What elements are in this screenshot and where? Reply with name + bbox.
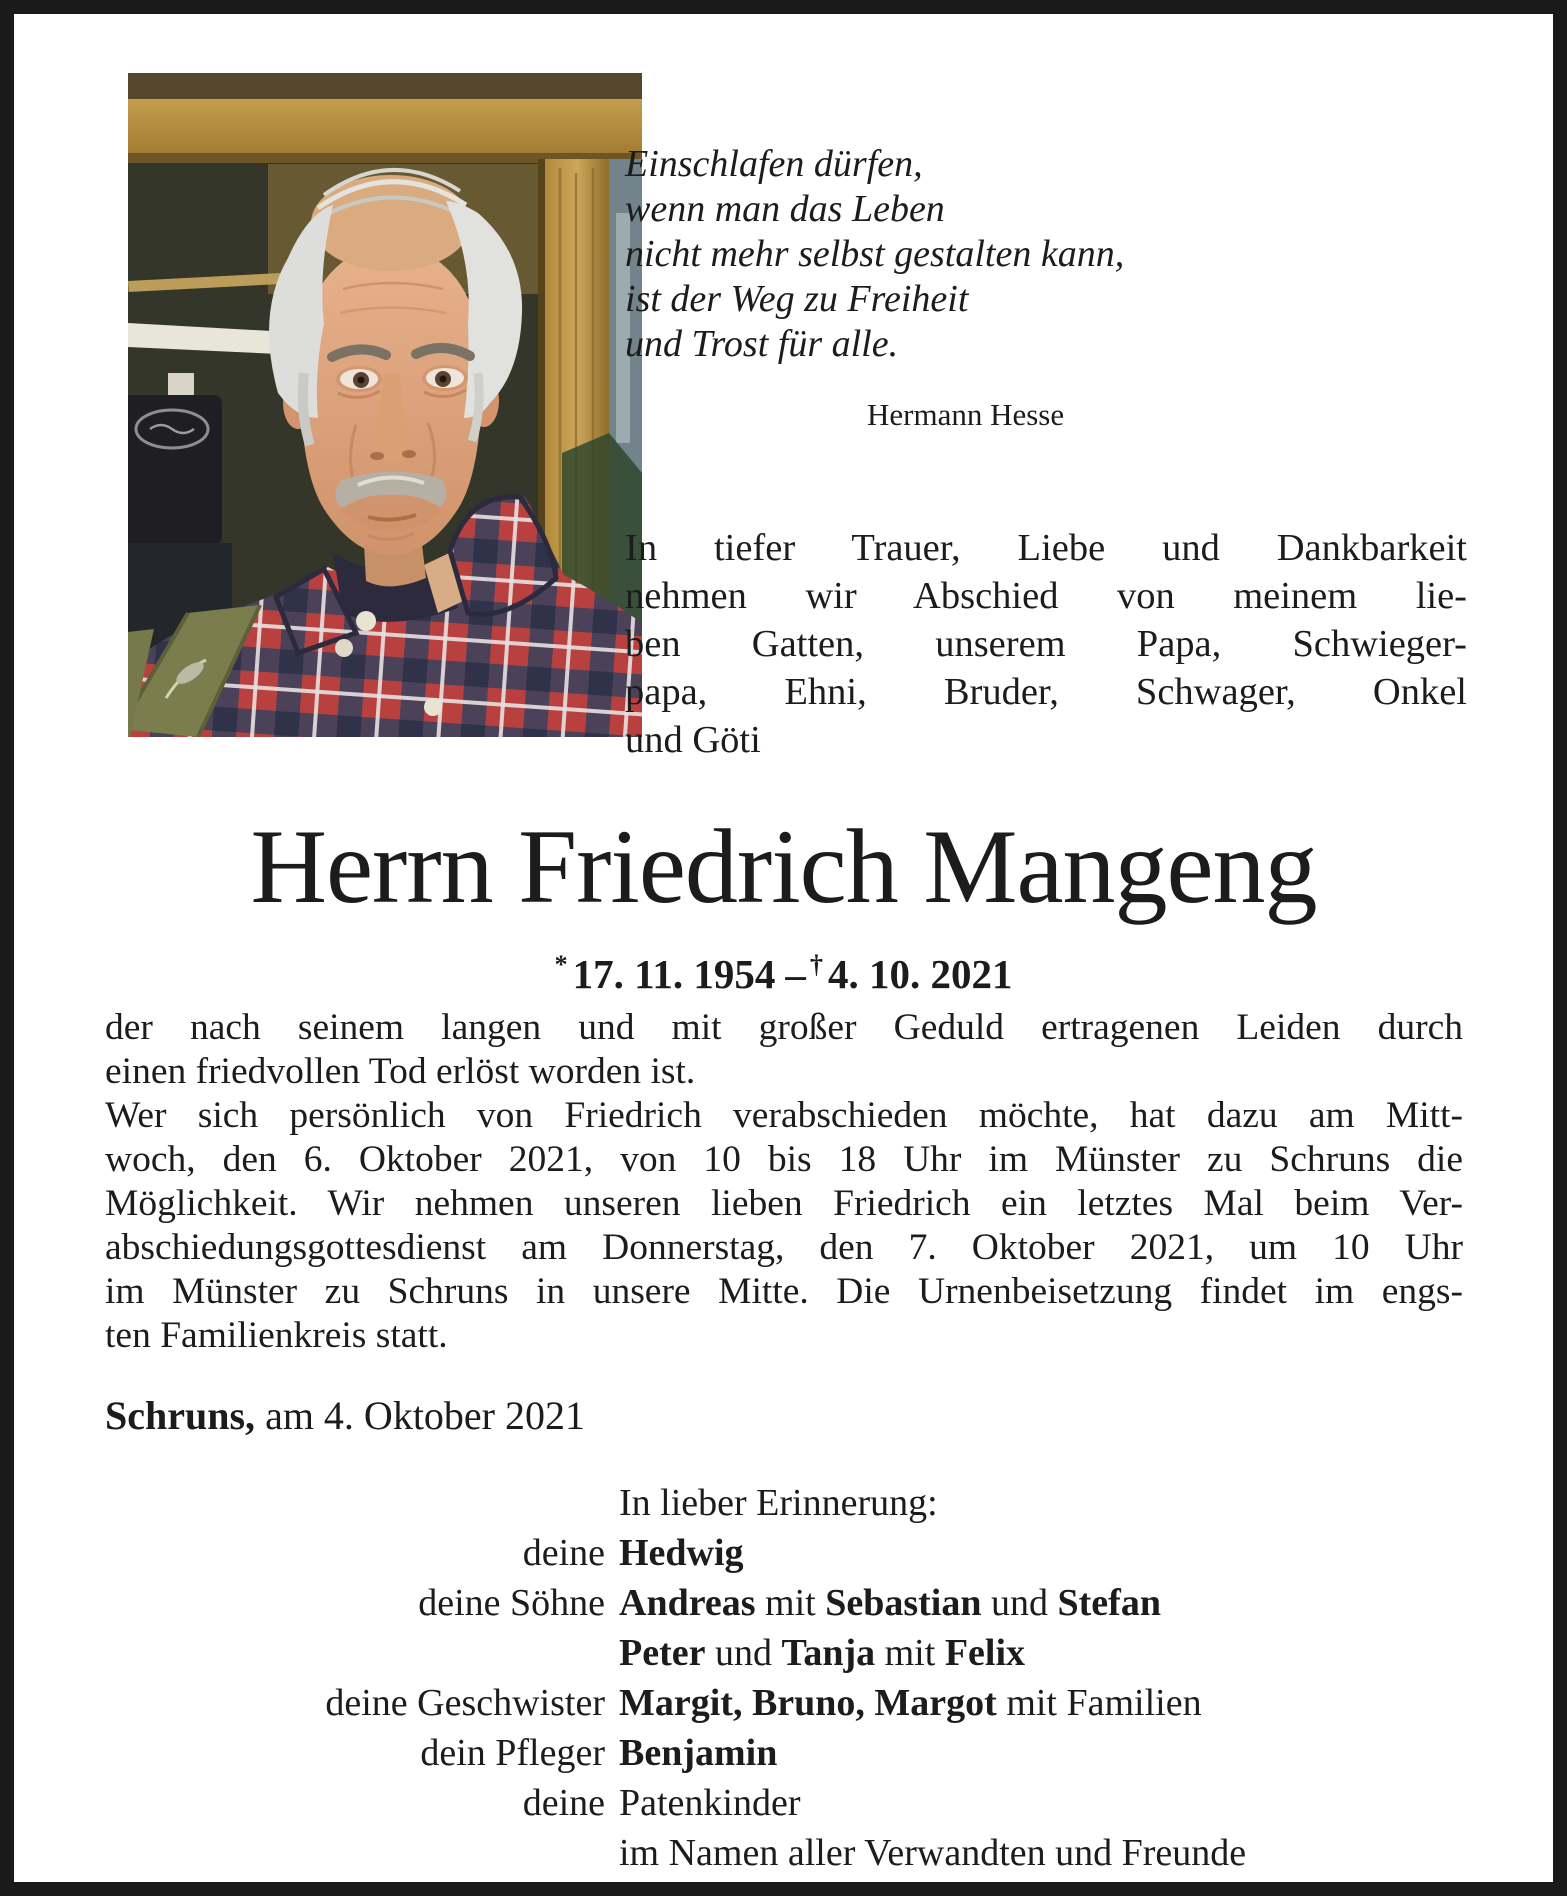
relation-names xyxy=(619,1678,1202,1728)
dateline xyxy=(105,1392,585,1439)
text-line: ben Gatten, unserem Papa, Schwieger- xyxy=(625,623,1467,665)
relation-label: deine xyxy=(522,1782,605,1824)
text-line: der nach seinem langen und mit großer Geduld ertragenen Leiden durch xyxy=(105,1007,1463,1048)
text-line: und Göti xyxy=(625,719,761,761)
text-line: In tiefer Trauer, Liebe und Dankbarkeit xyxy=(625,527,1467,569)
dates-separator: – xyxy=(785,951,806,997)
memoriam-rows xyxy=(105,1528,1473,1828)
quote-attribution: Hermann Hesse xyxy=(867,397,1065,432)
connector-text: mit Familien xyxy=(996,1682,1202,1724)
family-name: Hedwig xyxy=(619,1532,744,1574)
death-symbol: † xyxy=(809,950,823,980)
family-name: Margit, Bruno, Margot xyxy=(619,1682,997,1724)
memoriam-row xyxy=(105,1778,1473,1828)
portrait-illustration xyxy=(128,73,642,737)
family-name: Benjamin xyxy=(619,1732,778,1774)
memorial-quote xyxy=(625,142,1124,437)
text-line: einen friedvollen Tod erlöst worden ist. xyxy=(105,1051,696,1092)
family-name: Sebastian xyxy=(825,1582,982,1624)
memoriam-heading: In lieber Erinnerung: xyxy=(619,1482,938,1524)
relation-label: deine xyxy=(522,1532,605,1574)
relation-label: dein Pfleger xyxy=(420,1732,605,1774)
memoriam-row xyxy=(105,1528,1473,1578)
relation-label: deine Söhne xyxy=(418,1582,605,1624)
memoriam-row xyxy=(105,1628,1473,1678)
text-line: papa, Ehni, Bruder, Schwager, Onkel xyxy=(625,671,1467,713)
birth-symbol: * xyxy=(554,950,568,980)
relation-names xyxy=(619,1528,744,1578)
memoriam-closing: im Namen aller Verwandten und Freunde xyxy=(619,1832,1247,1874)
family-name: Peter xyxy=(619,1632,706,1674)
text-line: abschiedungsgottesdienst am Donnerstag, den 7. Oktober 2021, um 10 Uhr xyxy=(105,1227,1463,1268)
text-line: wenn man das Leben xyxy=(625,188,945,230)
text-line: woch, den 6. Oktober 2021, von 10 bis 18 Uhr im Münster zu Schruns die xyxy=(105,1139,1463,1180)
text-line: Wer sich persönlich von Friedrich verabschieden möchte, hat dazu am Mitt- xyxy=(105,1095,1463,1136)
relation-label: deine Geschwister xyxy=(325,1682,605,1724)
deceased-name: Herrn Friedrich Mangeng xyxy=(250,808,1317,925)
intro-paragraph xyxy=(625,524,1467,764)
relation-names xyxy=(619,1778,801,1828)
connector-text: mit xyxy=(755,1582,826,1624)
connector-text: Patenkinder xyxy=(619,1782,801,1824)
family-name: Felix xyxy=(944,1632,1026,1674)
text-line: Möglichkeit. Wir nehmen unseren lieben Friedrich ein letztes Mal beim Ver- xyxy=(105,1183,1463,1224)
memoriam-row xyxy=(105,1678,1473,1728)
relation-names xyxy=(619,1628,1025,1678)
text-line: und Trost für alle. xyxy=(625,323,899,365)
family-name: Andreas xyxy=(619,1582,756,1624)
death-date: 4. 10. 2021 xyxy=(828,951,1013,997)
text-line: nehmen wir Abschied von meinem lie- xyxy=(625,575,1467,617)
connector-text: und xyxy=(705,1632,782,1674)
text-line: im Münster zu Schruns in unsere Mitte. Die Urnenbeisetzung findet im engs- xyxy=(105,1271,1463,1312)
portrait-photo xyxy=(128,73,642,737)
dateline-place: Schruns, xyxy=(105,1393,256,1438)
relation-names xyxy=(619,1728,777,1778)
memoriam-row xyxy=(105,1728,1473,1778)
text-line: ist der Weg zu Freiheit xyxy=(625,278,969,320)
family-name: Stefan xyxy=(1057,1582,1161,1624)
text-line: nicht mehr selbst gestalten kann, xyxy=(625,233,1125,275)
quote-lines xyxy=(625,142,1124,367)
text-line: Einschlafen dürfen, xyxy=(625,143,923,185)
text-line: ten Familienkreis statt. xyxy=(105,1315,448,1356)
relation-label xyxy=(105,1628,605,1678)
life-dates xyxy=(14,950,1553,998)
family-name: Tanja xyxy=(781,1632,876,1674)
relation-names xyxy=(619,1578,1161,1628)
birth-date: 17. 11. 1954 xyxy=(572,951,776,997)
memoriam-section xyxy=(105,1478,1473,1878)
memoriam-row xyxy=(105,1578,1473,1628)
announcement-body xyxy=(105,1006,1463,1358)
connector-text: und xyxy=(981,1582,1058,1624)
connector-text: mit xyxy=(875,1632,945,1674)
dateline-date: am 4. Oktober 2021 xyxy=(265,1393,586,1438)
